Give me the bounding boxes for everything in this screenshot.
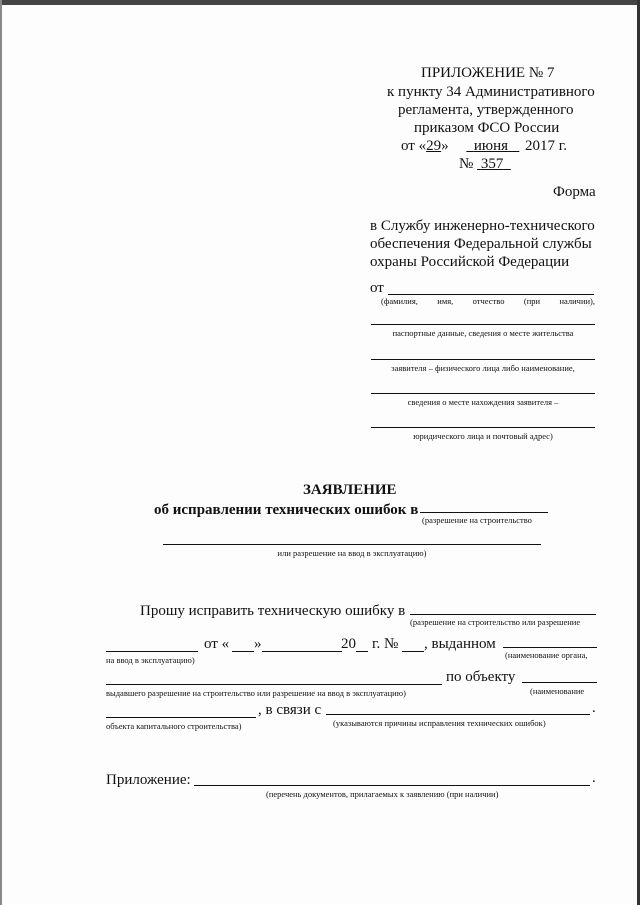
year-prefix: 20 — [341, 636, 356, 652]
ot-close: » — [254, 636, 262, 652]
reason-dot: . — [592, 700, 596, 716]
reason-line-2 — [326, 714, 590, 715]
v-svyazi: , в связи с — [258, 702, 322, 718]
request-hint: (разрешение на строительство или разрешение — [410, 617, 581, 627]
from-line-5 — [371, 427, 595, 428]
appendix-title: ПРИЛОЖЕНИЕ № 7 — [421, 65, 555, 81]
year-line — [356, 651, 368, 652]
attachment-line — [194, 785, 590, 786]
from-line-4 — [371, 393, 595, 394]
date-day: 29 — [426, 138, 442, 154]
attachment-hint: (перечень документов, прилагаемых к заявлению (при наличии) — [266, 789, 499, 799]
hint-object: объекта капитального строительства) — [106, 721, 242, 731]
date-year: 2017 г. — [525, 138, 567, 154]
po-obektu: по объекту — [446, 669, 516, 685]
from-line-2 — [371, 324, 595, 325]
from-prefix: от — [370, 280, 384, 296]
from-hint-3: заявителя – физического лица либо наименование, — [391, 363, 575, 373]
hint-reasons: (указываются причины исправления технических ошибок) — [333, 718, 546, 728]
from-line-1 — [388, 294, 594, 295]
title-hint-2: или разрешение на ввод в эксплуатацию) — [277, 548, 427, 558]
attachment-dot: . — [592, 770, 596, 786]
title-hint-1: (разрешение на строительство — [422, 515, 532, 525]
ot-open: от « — [204, 636, 230, 652]
form-label: Форма — [553, 184, 596, 200]
hint-vvod: на ввод в эксплуатацию) — [106, 655, 195, 665]
title-line-1 — [420, 512, 548, 513]
scan-edge-top — [0, 0, 640, 5]
date-prefix: от « — [401, 138, 427, 154]
request-line — [410, 614, 596, 615]
from-hint-5: юридического лица и почтовый адрес) — [413, 431, 553, 441]
addressee-line-3: охраны Российской Федерации — [370, 254, 570, 270]
appendix-line-3: регламента, утвержденного — [398, 102, 574, 118]
hint-issued-by: выдавшего разрешение на строительство или разрешение на ввод в эксплуатацию) — [106, 688, 406, 698]
issued-text: , выданном — [424, 636, 496, 652]
from-hint-2: паспортные данные, сведения о месте жительства — [392, 328, 574, 338]
attachment-label: Приложение: — [106, 772, 191, 788]
appendix-line-4: приказом ФСО России — [414, 120, 560, 136]
date-month: июня — [473, 138, 509, 154]
addressee-line-1: в Службу инженерно-технического — [370, 218, 595, 234]
date-mid: » — [441, 138, 449, 154]
appendix-date — [401, 138, 567, 155]
statement-subtitle: об исправлении технических ошибок в — [154, 502, 419, 518]
doc-line-1 — [106, 651, 198, 652]
reason-line-1 — [106, 717, 256, 718]
statement-title: ЗАЯВЛЕНИЕ — [303, 482, 397, 498]
object-line-2 — [522, 682, 597, 683]
title-line-2 — [163, 544, 541, 545]
hint-name: (наименование — [530, 686, 585, 696]
scan-edge-left — [0, 0, 2, 905]
appendix-number — [459, 156, 511, 173]
from-line-3 — [371, 359, 595, 360]
num-line — [402, 651, 424, 652]
number-value: 357 — [480, 156, 504, 172]
hint-organ: (наименование органа, — [505, 650, 588, 660]
day-line — [232, 651, 254, 652]
object-line-1 — [106, 684, 442, 685]
month-line — [262, 651, 342, 652]
number-prefix: № — [459, 156, 474, 172]
from-hint-4: сведения о месте нахождения заявителя – — [407, 397, 559, 407]
addressee-line-2: обеспечения Федеральной службы — [370, 236, 592, 252]
appendix-line-2: к пункту 34 Административного — [387, 84, 595, 100]
g-num: г. № — [372, 636, 399, 652]
from-hint-1: (фамилия, имя, отчество (при наличии), — [381, 296, 595, 306]
issued-line — [503, 647, 597, 648]
request-text: Прошу исправить техническую ошибку в — [140, 603, 406, 619]
